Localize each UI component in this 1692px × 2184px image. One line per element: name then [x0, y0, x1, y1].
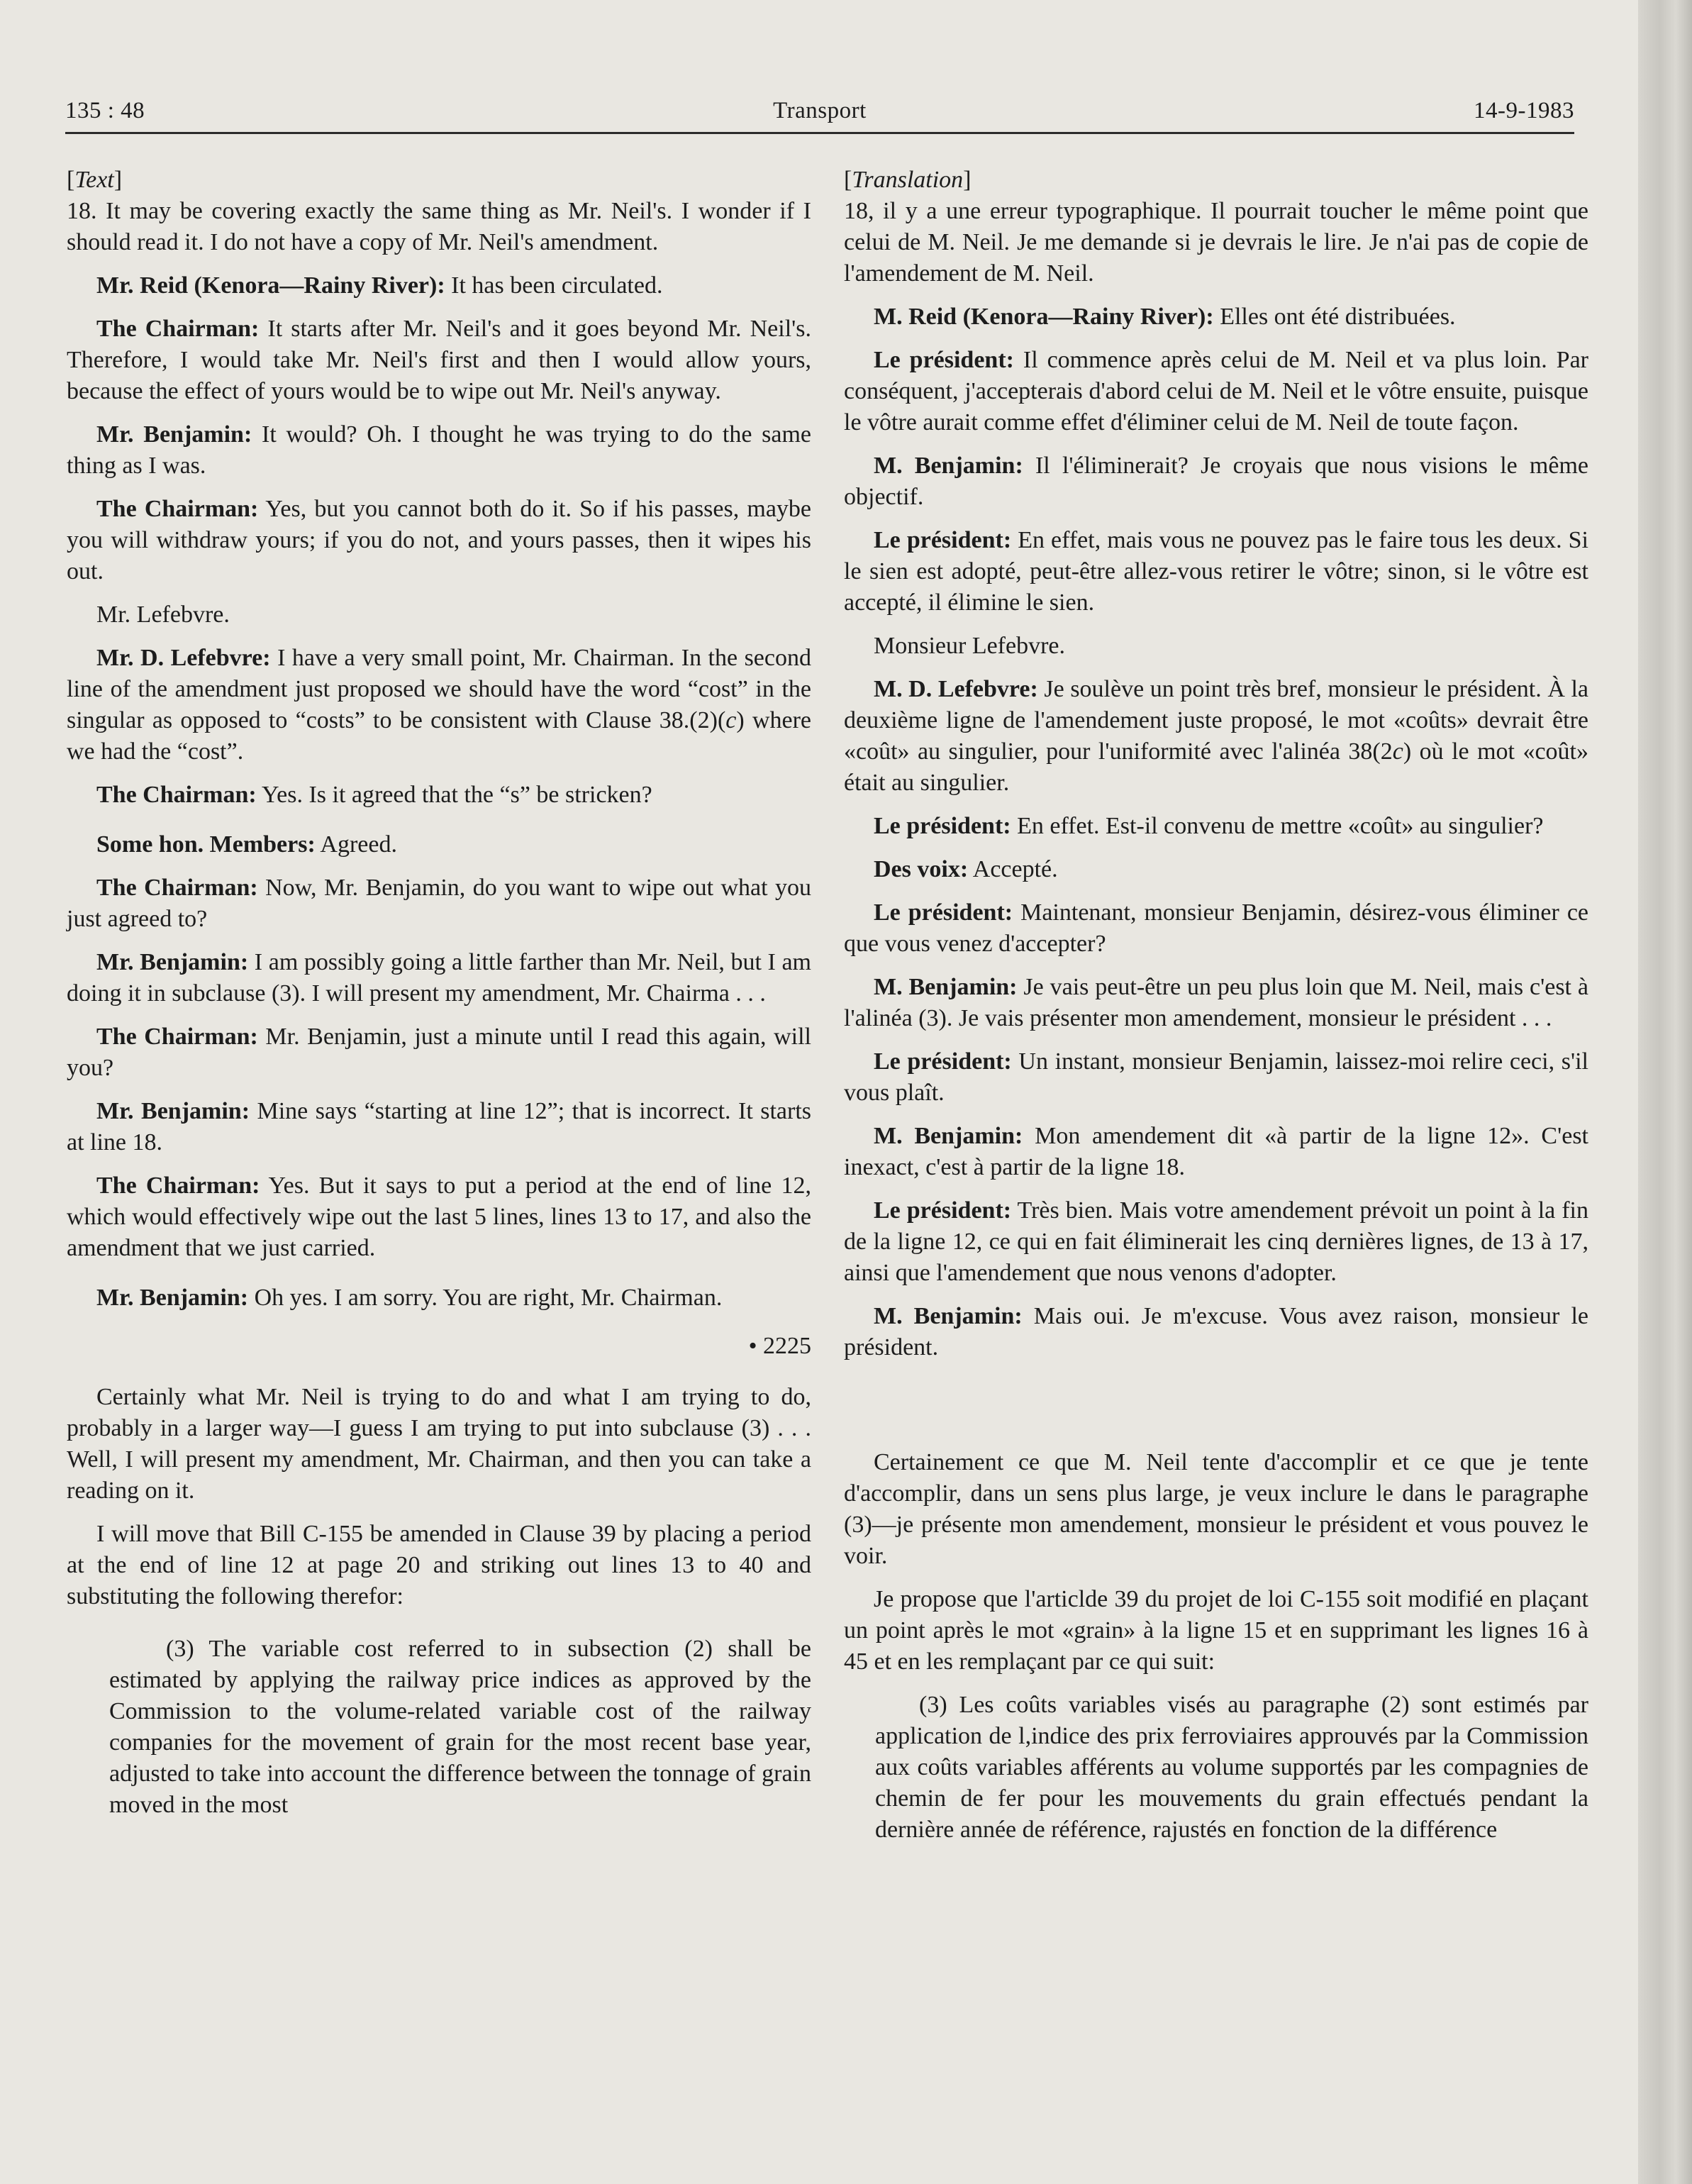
speech: [844, 450, 1588, 513]
speech: [67, 643, 811, 767]
speech: [67, 947, 811, 1009]
paragraph: 18. It may be covering exactly the same thing as Mr. Neil's. I wonder if I should read it. I do not have a copy of Mr. Neil's amendment.: [67, 198, 811, 255]
speaker: The Chairman:: [96, 496, 259, 522]
speech-text: Yes. Is it agreed that the “s” be stricken?: [256, 782, 652, 808]
header-rule: [65, 132, 1574, 134]
amendment-quote: (3) Les coûts variables visés au paragraphe (2) sont estimés par application de l,indice des prix ferroviaires approuvés par la Commission aux coûts variables afférents au volume supportés par les compagnies de chemin de fer pour les mouvements du grain effectués pendant la dernière année de référence, rajustés en fonction de la différence: [875, 1692, 1588, 1843]
page-number: 135 : 48: [65, 98, 145, 123]
speech-text: It would? Oh. I thought he was trying to do the same thing as I was.: [67, 421, 812, 479]
speech: [844, 897, 1588, 960]
header-date: 14-9-1983: [1474, 98, 1574, 123]
speech: [844, 811, 1588, 842]
speaker: Mr. Reid (Kenora—Rainy River):: [96, 272, 445, 299]
speaker: The Chairman:: [96, 782, 257, 808]
speech-text: Il l'éliminerait? Je croyais que nous visions le même objectif.: [844, 453, 1589, 510]
section-tag-label: Translation: [852, 167, 964, 193]
speaker: The Chairman:: [96, 316, 260, 342]
running-title: Transport: [773, 98, 867, 123]
speaker: Mr. Benjamin:: [96, 1285, 249, 1311]
speech: [67, 1021, 811, 1084]
paragraph: 18, il y a une erreur typographique. Il pourrait toucher le même point que celui de M. Neil. Je me demande si je devrais le lire. Je n'ai pas de copie de l'amendement de M. Neil.: [844, 198, 1588, 287]
speech: [844, 972, 1588, 1034]
speech-text: I have a very small point, Mr. Chairman. In the second line of the amendment just proposed we should have the word “cost” in the singular as opposed to “costs” to be consistent with Clause 38.(2)(: [67, 645, 811, 733]
speaker: Le président:: [874, 347, 1014, 373]
speech-text: Maintenant, monsieur Benjamin, désirez-vous éliminer ce que vous venez d'accepter?: [844, 899, 1589, 957]
speech-text: Yes. But it says to put a period at the end of line 12, which would effectively wipe out the last 5 lines, lines 13 to 17, and also the amendment that we just carried.: [67, 1173, 811, 1261]
speaker: Mr. D. Lefebvre:: [96, 645, 271, 671]
italic-letter: c: [1392, 738, 1403, 765]
speaker: M. Benjamin:: [874, 1303, 1023, 1329]
italic-letter: c: [725, 707, 737, 733]
speaker: Le président:: [874, 1048, 1012, 1075]
speech-text: Mine says “starting at line 12”; that is incorrect. It starts at line 18.: [67, 1098, 812, 1155]
speaker: Mr. Benjamin:: [96, 1098, 250, 1124]
speaker: The Chairman:: [96, 1024, 258, 1050]
speech-text: Un instant, monsieur Benjamin, laissez-moi relire ceci, s'il vous plaît.: [844, 1048, 1588, 1106]
speech-text: Oh yes. I am sorry. You are right, Mr. Chairman.: [248, 1285, 723, 1311]
speech: [67, 494, 811, 587]
amendment-quote: (3) The variable cost referred to in subsection (2) shall be estimated by applying the railway price indices as approved by the Commission to the volume-related variable cost of the railway companies for the movement of grain for the most recent base year, adjusted to take into account the difference between the tonnage of grain moved in the most: [109, 1636, 811, 1818]
paragraph: Mr. Lefebvre.: [96, 602, 230, 628]
speaker: Some hon. Members:: [96, 831, 316, 858]
book-binding-edge: [1638, 0, 1692, 2184]
paragraph: Certainly what Mr. Neil is trying to do and what I am trying to do, probably in a larger way—I guess I am trying to put into subclause (3) . . . Well, I will present my amendment, Mr. Chairman, and then you can take a reading on it.: [67, 1384, 811, 1504]
speech: [67, 1170, 811, 1264]
speaker: M. Benjamin:: [874, 1123, 1023, 1149]
speech: [844, 1121, 1588, 1183]
speech-text: It starts after Mr. Neil's and it goes beyond Mr. Neil's. Therefore, I would take Mr. Neil's first and then I would allow yours, because the effect of yours would be to wipe out Mr. Neil's anyway.: [67, 316, 811, 404]
section-tag: [Translation]: [844, 167, 972, 193]
speech: [844, 854, 1588, 885]
speaker: Le président:: [874, 813, 1011, 839]
speech-text: Now, Mr. Benjamin, do you want to wipe out what you just agreed to?: [67, 875, 811, 932]
speech-text: It has been circulated.: [445, 272, 663, 299]
speech-text: En effet, mais vous ne pouvez pas le faire tous les deux. Si le sien est adopté, peut-être allez-vous retirer le vôtre; sinon, si le vôtre est accepté, il élimine le sien.: [844, 527, 1589, 616]
speaker: The Chairman:: [96, 875, 258, 901]
speech: [67, 419, 811, 482]
speech-text: Je vais peut-être un peu plus loin que M. Neil, mais c'est à l'alinéa (3). Je vais présenter mon amendement, monsieur le président . . .: [844, 974, 1588, 1031]
page-header: [65, 94, 1574, 133]
speech: [844, 1195, 1588, 1289]
speech-text: ) où le mot «coût» était au singulier.: [844, 738, 1588, 796]
speaker: M. Benjamin:: [874, 974, 1018, 1000]
speech: [844, 345, 1588, 438]
speech-text: I am possibly going a little farther than Mr. Neil, but I am doing it in subclause (3). I will present my amendment, Mr. Chairma . . .: [67, 949, 811, 1007]
french-column: [844, 165, 1588, 1846]
speech: [67, 872, 811, 935]
paragraph: Je propose que l'articlde 39 du projet de loi C-155 soit modifié en plaçant un point après le mot «grain» à la ligne 15 et en supprimant les lignes 16 à 45 et en les remplaçant par ce qui suit:: [844, 1586, 1588, 1675]
speech-text: Agreed.: [315, 831, 397, 858]
paragraph: Monsieur Lefebvre.: [874, 633, 1066, 659]
speech-text: Mon amendement dit «à partir de la ligne 12». C'est inexact, c'est à partir de la ligne 18.: [844, 1123, 1589, 1180]
speaker: The Chairman:: [96, 1173, 260, 1199]
speech-text: Yes, but you cannot both do it. So if his passes, maybe you will withdraw yours; if you do not, and yours passes, then it wipes his out.: [67, 496, 812, 584]
speaker: M. D. Lefebvre:: [874, 676, 1038, 702]
speech-text: Mr. Benjamin, just a minute until I read this again, will you?: [67, 1024, 811, 1081]
speech: [844, 525, 1588, 619]
speech: [67, 1096, 811, 1158]
speech: [67, 270, 811, 301]
speaker: Le président:: [874, 527, 1012, 553]
time-marker: • 2225: [748, 1333, 811, 1359]
speech-text: En effet. Est-il convenu de mettre «coût» au singulier?: [1011, 813, 1544, 839]
speech-text: Je soulève un point très bref, monsieur le président. À la deuxième ligne de l'amendement juste proposé, le mot «coûts» devrait être «coût» au singulier, pour l'uniformité avec l'alinéa 38(2: [844, 676, 1588, 765]
speech-text: Accepté.: [968, 856, 1058, 882]
speech-text: Elles ont été distribuées.: [1213, 304, 1456, 330]
speech: [844, 674, 1588, 799]
speaker: Des voix:: [874, 856, 969, 882]
speech: [844, 1046, 1588, 1109]
paragraph: Certainement ce que M. Neil tente d'accomplir et ce que je tente d'accomplir, dans un sens plus large, je veux inclure le dans le paragraphe (3)—je présente mon amendement, monsieur le président et vous pouvez le voir.: [844, 1449, 1588, 1569]
speaker: Mr. Benjamin:: [96, 421, 252, 448]
speech-text: Très bien. Mais votre amendement prévoit un point à la fin de la ligne 12, ce qui en fait éliminerait les cinq dernières lignes, de 13 à 17, ainsi que l'amendement que nous venons d'adopter.: [844, 1197, 1589, 1286]
section-tag-label: Text: [74, 167, 114, 193]
speech: [844, 301, 1588, 333]
speech: [67, 314, 811, 407]
speaker: Le président:: [874, 899, 1013, 926]
speech: [844, 1301, 1588, 1363]
speech-text: ) where we had the “cost”.: [67, 707, 812, 765]
english-column: [67, 165, 811, 1821]
speaker: M. Benjamin:: [874, 453, 1023, 479]
speaker: Mr. Benjamin:: [96, 949, 249, 975]
paragraph: I will move that Bill C-155 be amended in Clause 39 by placing a period at the end of line 12 at page 20 and striking out lines 13 to 40 and substituting the following therefor:: [67, 1521, 811, 1609]
speech: [67, 780, 811, 811]
speaker: M. Reid (Kenora—Rainy River):: [874, 304, 1214, 330]
speech-text: Mais oui. Je m'excuse. Vous avez raison, monsieur le président.: [844, 1303, 1589, 1360]
section-tag: [Text]: [67, 167, 123, 193]
speech: [67, 829, 811, 860]
speaker: Le président:: [874, 1197, 1012, 1224]
speech: [67, 1282, 811, 1314]
speech-text: Il commence après celui de M. Neil et va plus loin. Par conséquent, j'accepterais d'abord celui de M. Neil et le vôtre ensuite, puisque le vôtre aurait comme effet d'éliminer celui de M. Neil de toute façon.: [844, 347, 1589, 436]
